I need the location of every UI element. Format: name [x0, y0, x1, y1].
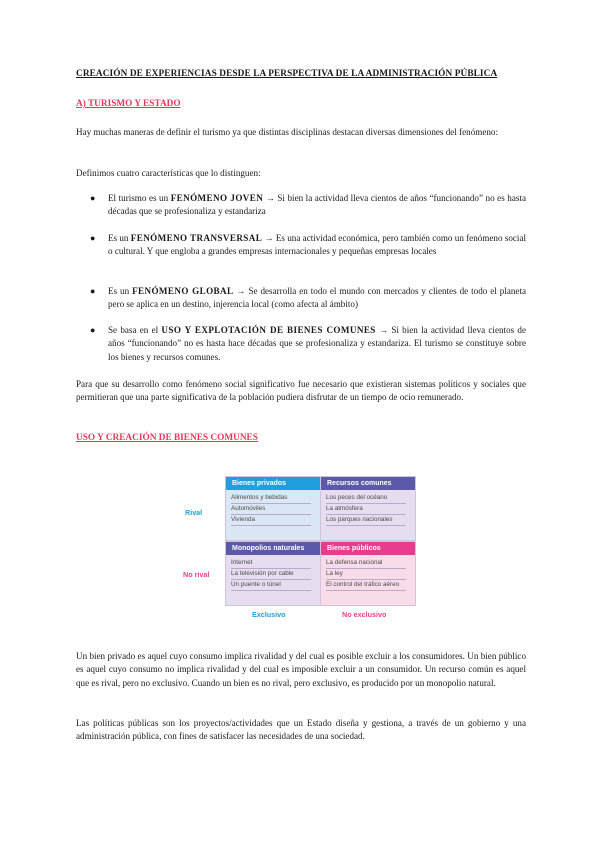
bullet-bold: FENÓMENO JOVEN [170, 193, 264, 203]
bullet-pre: Se basa en el [108, 325, 162, 335]
bullet-marker: ● [90, 233, 96, 243]
goods-definition-paragraph: Un bien privado es aquel cuyo consumo implica rivalidad y del cual es posible excluir a los consumidores. Un bien público es aquel cuyo consumo no implica rivalidad y del cual es imposible excluir a un consumidor. Un recurso común es aquel que es rival, pero no exclusivo. Cuando un bien es no rival, pero exclusivo, es producido por un monopolio natural. [76, 651, 526, 688]
bullet-post: → Si bien la actividad lleva cientos de años “funcionando” no es hasta décadas que se profesionaliza y estandariza [108, 193, 526, 217]
bullet-item-joven [108, 192, 526, 219]
bullet-marker: ● [90, 325, 96, 335]
cell-item: La atmósfera [326, 504, 406, 515]
bullet-post: → Si bien la actividad lleva cientos de años “funcionando” no es hasta hace décadas que se profesionaliza y estandariza. El turismo se constituye sobre los bienes y recursos comunes. [108, 325, 526, 362]
bullet-post: → Es una actividad económica, pero también como un fenómeno social o cultural. Y que engloba a grandes empresas internacionales y pequeñas empresas locales [108, 233, 527, 257]
matrix-cell-recursos-comunes [320, 476, 416, 541]
cell-item: Vivienda [231, 515, 311, 526]
cell-item: Los peces del océano [326, 493, 406, 504]
bullet-item-global [108, 285, 526, 312]
cell-item: La televisión por cable [231, 569, 311, 580]
bullet-pre: El turismo es un [108, 193, 171, 203]
matrix-cell-bienes-publicos [320, 541, 416, 606]
row-label-rival: Rival [185, 508, 203, 517]
section-heading-turismo: A) TURISMO Y ESTADO [76, 99, 181, 109]
col-label-no-exclusivo: No exclusivo [342, 610, 387, 619]
bullet-marker: ● [90, 193, 96, 203]
intro-paragraph: Hay muchas maneras de definir el turismo ya que distintas disciplinas destacan diversas dimensiones del fenómeno: [76, 127, 498, 137]
matrix-cell-monopolios-naturales [225, 541, 321, 606]
cell-item: Un puente o túnel [231, 580, 311, 591]
bullet-pre: Es un [108, 233, 131, 243]
cell-item: La defensa nacional [326, 558, 406, 569]
bullet-pre: Es un [108, 286, 133, 296]
cell-title: Monopolios naturales [226, 542, 320, 555]
cell-item: Internet [231, 558, 311, 569]
cell-item: La ley [326, 569, 406, 580]
section-heading-bienes-comunes: USO Y CREACIÓN DE BIENES COMUNES [76, 433, 258, 443]
document-title: CREACIÓN DE EXPERIENCIAS DESDE LA PERSPECTIVA DE LA ADMINISTRACIÓN PÚBLICA [76, 69, 498, 79]
cell-item: El control del tráfico aéreo [326, 580, 406, 591]
cell-title: Bienes privados [226, 477, 320, 490]
bullet-bold: FENÓMENO GLOBAL [132, 286, 234, 296]
cell-item: Automóviles [231, 504, 311, 515]
bullet-item-transversal [108, 232, 526, 259]
cell-title: Bienes públicos [321, 542, 415, 555]
bullet-bold: FENÓMENO TRANSVERSAL [130, 233, 263, 243]
bullet-marker: ● [90, 286, 96, 296]
bullet-item-bienes-comunes [108, 324, 526, 364]
bullet-post: → Se desarrolla en todo el mundo con mercados y clientes de todo el planeta pero se aplica en un destino, injerencia local (como afecta al ámbito) [108, 286, 527, 310]
closing-paragraph: Para que su desarrollo como fenómeno social significativo fue necesario que existieran sistemas políticos y sociales que permitieran que una parte significativa de la población pudiera disfrutar de un tiempo de ocio remunerado. [76, 379, 526, 403]
cell-item: Los parques nacionales [326, 515, 406, 526]
lead-paragraph: Definimos cuatro características que lo distinguen: [76, 168, 261, 178]
col-label-exclusivo: Exclusivo [252, 610, 286, 619]
matrix-cell-bienes-privados [225, 476, 321, 541]
bullet-bold: USO Y EXPLOTACIÓN DE BIENES COMUNES [161, 325, 376, 335]
row-label-no-rival: No rival [183, 570, 210, 579]
cell-title: Recursos comunes [321, 477, 415, 490]
public-policy-paragraph: Las políticas públicas son los proyectos/actividades que un Estado diseña y gestiona, a través de un gobierno y una administración pública, con fines de satisfacer las necesidades de una sociedad. [76, 718, 526, 742]
cell-item: Alimentos y bebidas [231, 493, 311, 504]
